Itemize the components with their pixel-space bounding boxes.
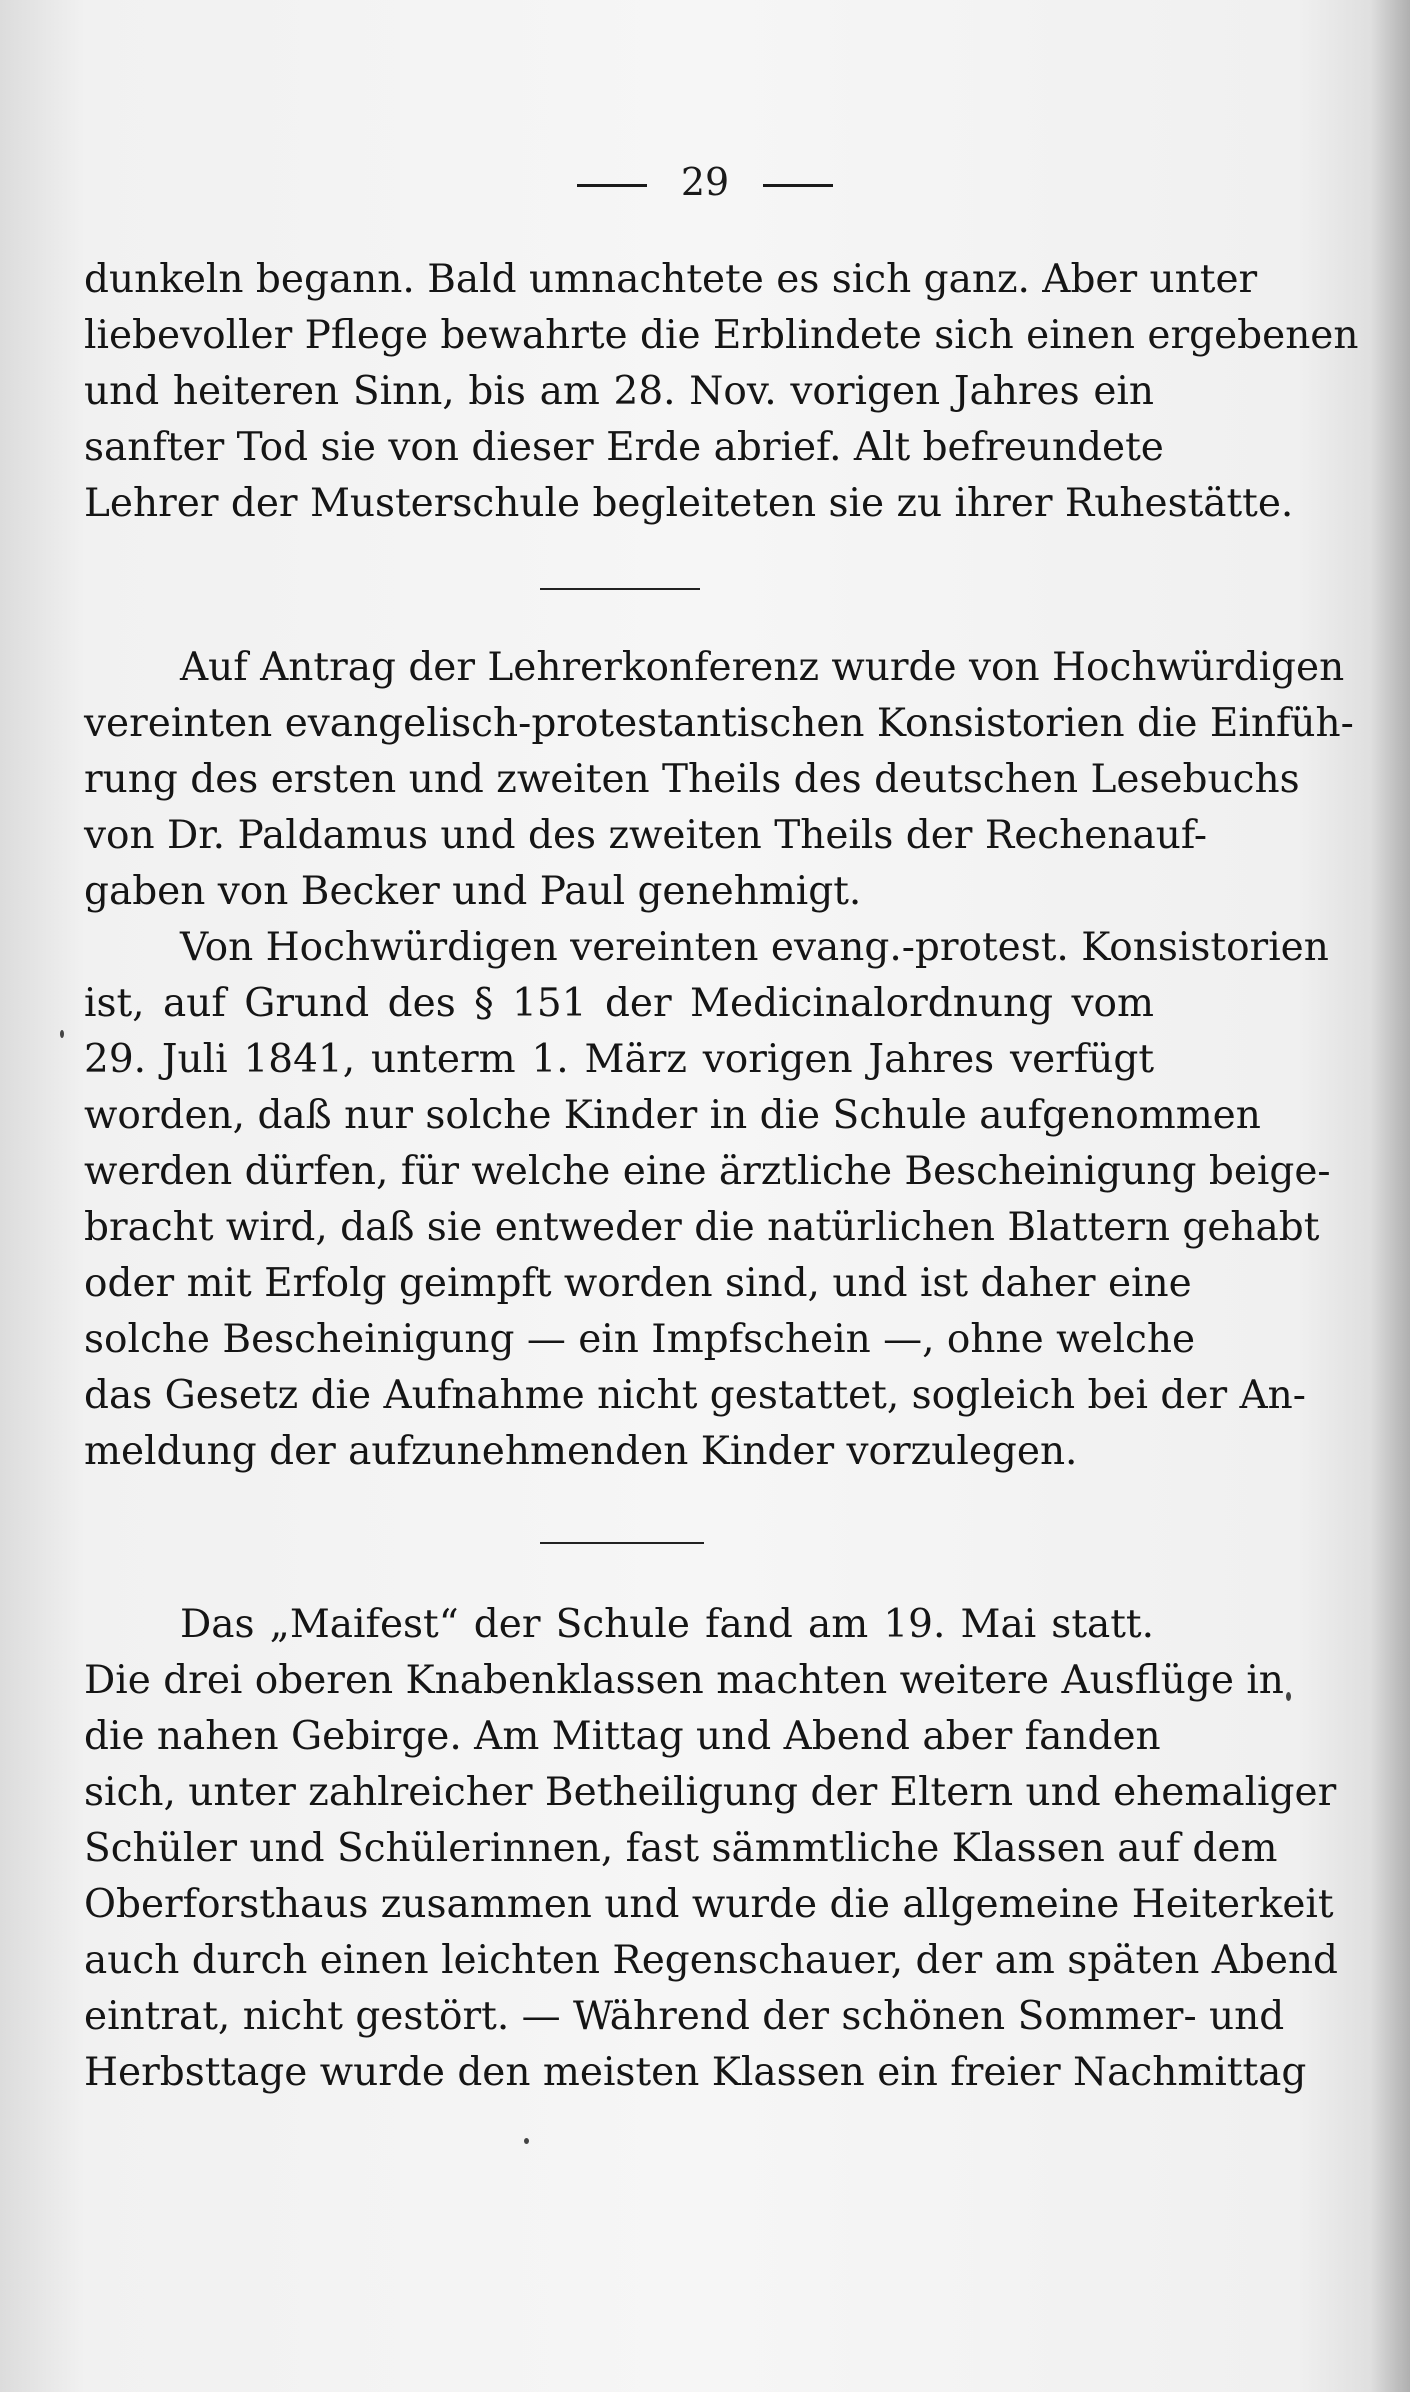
text-line: von Dr. Paldamus und des zweiten Theils der Rechenauf-	[84, 813, 1208, 858]
text-line: Lehrer der Musterschule begleiteten sie zu ihrer Ruhestätte.	[84, 481, 1294, 526]
print-speck	[60, 1030, 64, 1038]
text-line: Die drei oberen Knabenklassen machten weitere Ausflüge in	[84, 1658, 1284, 1703]
text-line: ist, auf Grund des § 151 der Medicinalordnung vom	[84, 981, 1154, 1026]
text-line: sanfter Tod sie von dieser Erde abrief. Alt befreundete	[84, 425, 1164, 470]
header-dash-left	[577, 184, 647, 187]
text-line: und heiteren Sinn, bis am 28. Nov. vorigen Jahres ein	[84, 369, 1154, 414]
paragraph-lesebuch-and-impfschein	[84, 640, 1354, 1480]
text-line: worden, daß nur solche Kinder in die Schule aufgenommen	[84, 1093, 1261, 1138]
text-line: Oberforsthaus zusammen und wurde die allgemeine Heiterkeit	[84, 1882, 1334, 1927]
text-line: solche Bescheinigung — ein Impfschein —, ohne welche	[84, 1317, 1196, 1362]
text-line: eintrat, nicht gestört. — Während der schönen Sommer- und	[84, 1994, 1285, 2039]
text-line: werden dürfen, für welche eine ärztliche Bescheinigung beige-	[84, 1149, 1331, 1194]
print-speck	[524, 2138, 529, 2144]
text-line: gaben von Becker und Paul genehmigt.	[84, 869, 862, 914]
text-line: Von Hochwürdigen vereinten evang.-protest. Konsistorien	[180, 925, 1329, 970]
text-line: oder mit Erfolg geimpft worden sind, und ist daher eine	[84, 1261, 1192, 1306]
header-dash-right	[763, 184, 833, 187]
section-separator	[540, 588, 700, 590]
page-edge-shadow	[1370, 0, 1410, 2392]
text-line: Herbsttage wurde den meisten Klassen ein freier Nachmittag	[84, 2050, 1307, 2095]
section-separator	[540, 1542, 704, 1544]
page-header	[0, 160, 1410, 204]
text-line: Auf Antrag der Lehrerkonferenz wurde von Hochwürdigen	[180, 645, 1345, 690]
text-line: Schüler und Schülerinnen, fast sämmtliche Klassen auf dem	[84, 1826, 1278, 1871]
text-line: Das „Maifest“ der Schule fand am 19. Mai statt.	[180, 1602, 1154, 1647]
text-line: auch durch einen leichten Regenschauer, der am späten Abend	[84, 1938, 1339, 1983]
text-line: sich, unter zahlreicher Betheiligung der Eltern und ehemaliger	[84, 1770, 1337, 1815]
paragraph-maifest	[84, 1597, 1339, 2101]
text-line: rung des ersten und zweiten Theils des deutschen Lesebuchs	[84, 757, 1300, 802]
text-line: bracht wird, daß sie entweder die natürlichen Blattern gehabt	[84, 1205, 1320, 1250]
text-line: die nahen Gebirge. Am Mittag und Abend aber fanden	[84, 1714, 1161, 1759]
paragraph-obituary	[84, 252, 1359, 532]
print-speck	[1286, 1692, 1291, 1701]
text-line: vereinten evangelisch-protestantischen Konsistorien die Einfüh-	[84, 701, 1354, 746]
page-number: 29	[680, 160, 730, 204]
text-line: das Gesetz die Aufnahme nicht gestattet, sogleich bei der An-	[84, 1373, 1306, 1418]
text-line: meldung der aufzunehmenden Kinder vorzulegen.	[84, 1429, 1078, 1474]
text-line: 29. Juli 1841, unterm 1. März vorigen Jahres verfügt	[84, 1037, 1154, 1082]
text-line: liebevoller Pflege bewahrte die Erblindete sich einen ergebenen	[84, 313, 1359, 358]
text-line: dunkeln begann. Bald umnachtete es sich ganz. Aber unter	[84, 257, 1258, 302]
